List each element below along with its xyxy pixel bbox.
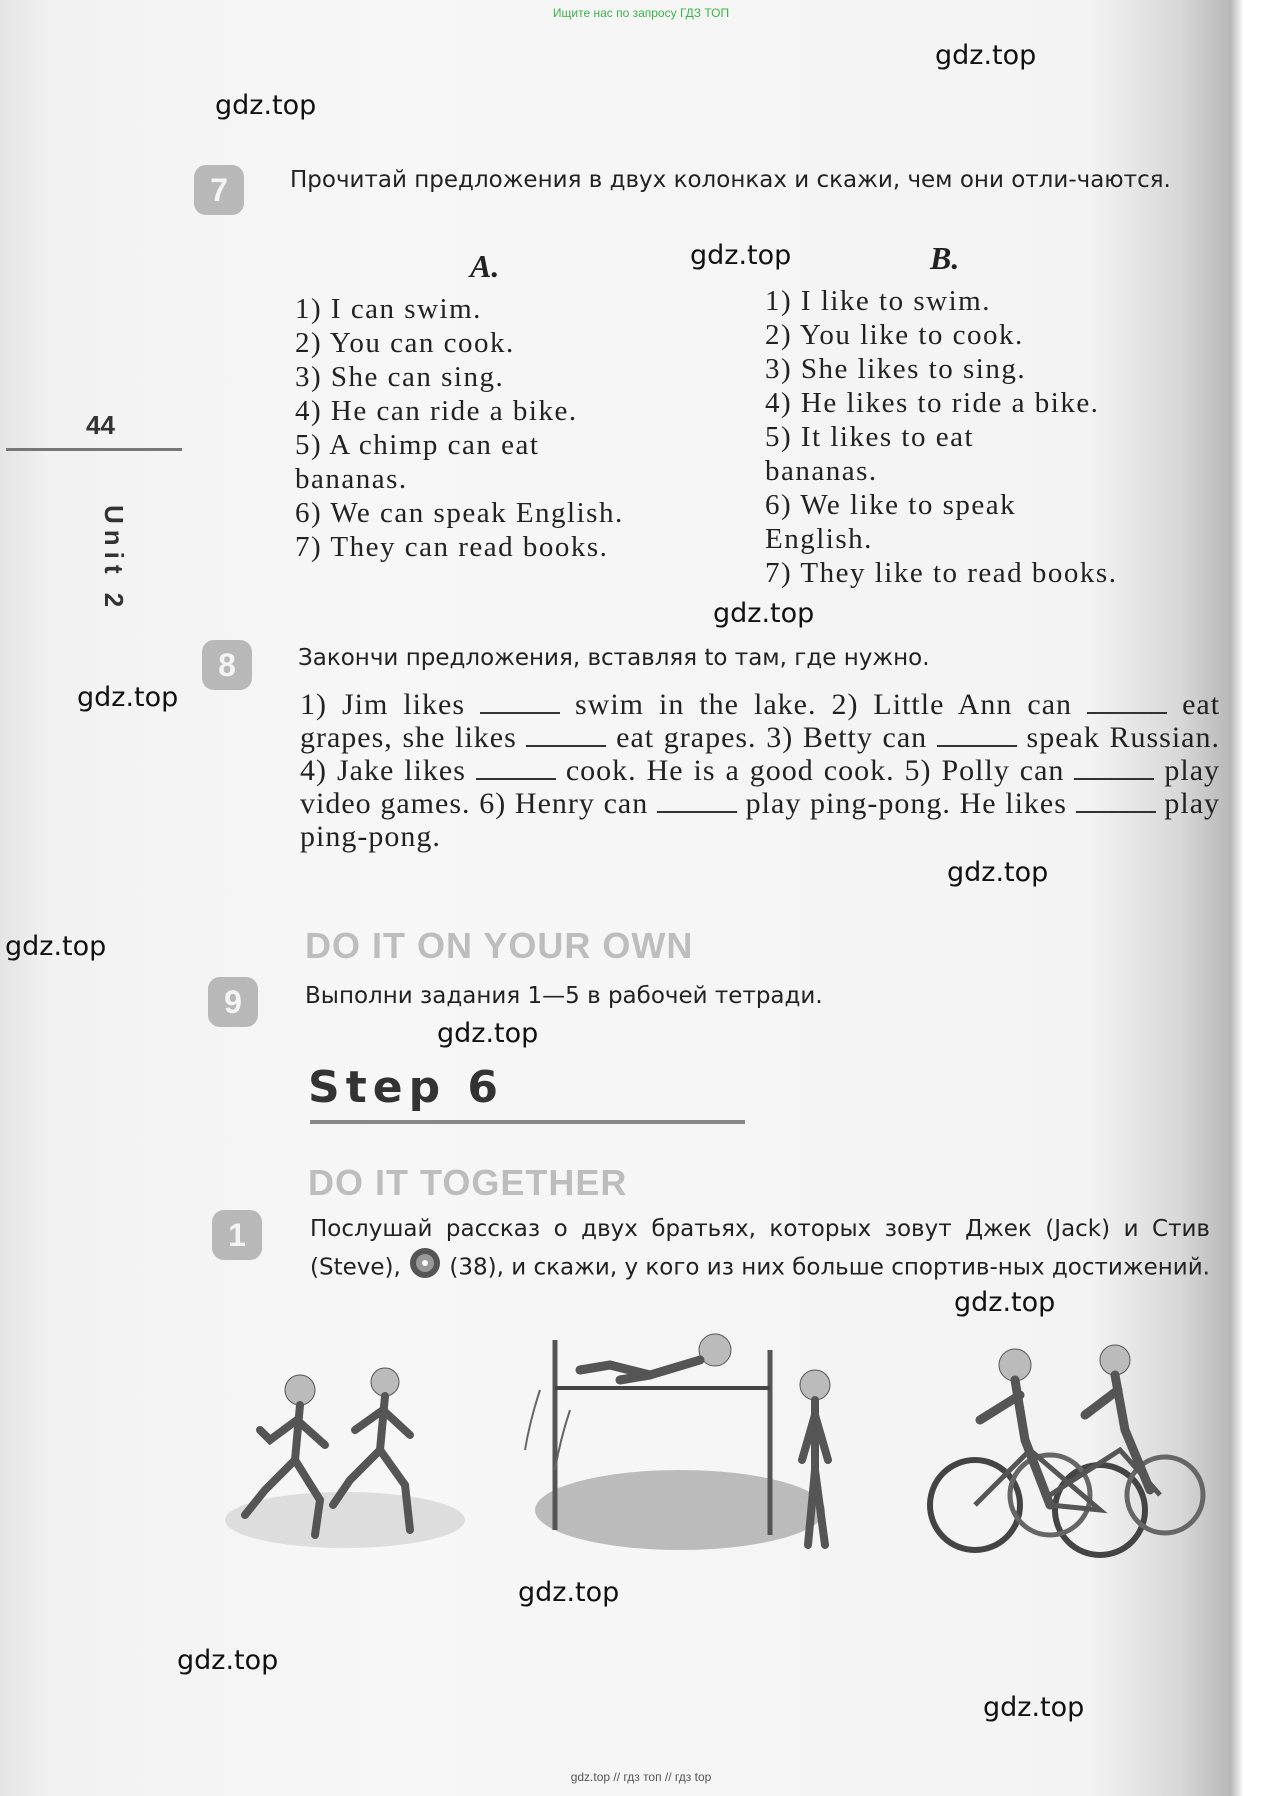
watermark: gdz.top xyxy=(215,90,317,121)
sentence-segment: swim in the lake. 2) Little Ann can xyxy=(575,688,1073,721)
column-b-list xyxy=(765,284,1205,590)
unit-label: Unit 2 xyxy=(99,505,129,614)
exercise-1-badge: 1 xyxy=(212,1210,262,1260)
section-heading-own: DO IT ON YOUR OWN xyxy=(305,925,694,966)
column-b-heading: B. xyxy=(930,240,960,276)
watermark: gdz.top xyxy=(5,931,107,962)
list-item: 5) A chimp can eat bananas. xyxy=(295,429,540,495)
exercise-7-instruction: Прочитай предложения в двух колонках и скажи, чем они отли-чаются. xyxy=(290,167,1171,193)
exercise-8-instruction: Закончи предложения, вставляя to там, где нужно. xyxy=(298,645,930,671)
sentence-segment: play video games. 6) Henry can xyxy=(300,754,1221,820)
answer-blank[interactable] xyxy=(1074,760,1154,780)
instruction-text: Послушай рассказ о двух братьях, которых зовут Джек (Jack) и Стив (Steve), xyxy=(310,1216,1210,1281)
watermark: gdz.top xyxy=(437,1018,539,1049)
list-item: 2) You can cook. xyxy=(295,327,515,359)
high-jump-illustration xyxy=(510,1320,870,1570)
list-item: 2) You like to cook. xyxy=(765,319,1024,351)
section-heading-together: DO IT TOGETHER xyxy=(308,1162,628,1203)
watermark: gdz.top xyxy=(954,1287,1056,1318)
sentence-segment: play ping-pong. xyxy=(300,787,1221,853)
watermark: gdz.top xyxy=(983,1692,1085,1723)
column-a-list xyxy=(295,292,715,564)
list-item: 3) She can sing. xyxy=(295,361,505,393)
watermark: gdz.top xyxy=(690,240,792,271)
cyclists-illustration xyxy=(920,1340,1210,1570)
cd-icon[interactable] xyxy=(408,1246,442,1290)
list-item: 1) I like to swim. xyxy=(765,285,991,317)
sentence-segment: 1) Jim likes xyxy=(300,688,465,721)
step-underline xyxy=(310,1120,745,1124)
answer-blank[interactable] xyxy=(476,760,556,780)
watermark: gdz.top xyxy=(713,598,815,629)
list-item: 3) She likes to sing. xyxy=(765,353,1027,385)
step-title: Step 6 xyxy=(308,1062,504,1113)
answer-blank[interactable] xyxy=(1076,793,1156,813)
sentence-segment: cook. He is a good cook. 5) Polly can xyxy=(565,754,1065,787)
sentence-segment: eat grapes. 3) Betty can xyxy=(616,721,928,754)
answer-blank[interactable] xyxy=(1087,694,1167,714)
exercise-1-instruction xyxy=(310,1212,1210,1290)
list-item: 4) He likes to ride a bike. xyxy=(765,387,1100,419)
watermark: gdz.top xyxy=(77,682,179,713)
list-item: 5) It likes to eat bananas. xyxy=(765,421,975,487)
watermark: gdz.top xyxy=(177,1645,279,1676)
sentence-segment: speak Russian. 4) Jake likes xyxy=(300,721,1220,787)
list-item: 4) He can ride a bike. xyxy=(295,395,578,427)
list-item: 7) They can read books. xyxy=(295,531,609,563)
instruction-text: (38), и скажи, у кого из них больше спортив-ных достижений. xyxy=(449,1254,1210,1281)
answer-blank[interactable] xyxy=(657,793,737,813)
list-item: 1) I can swim. xyxy=(295,293,482,325)
sentence-segment: eat grapes, she likes xyxy=(300,688,1221,754)
runners-illustration xyxy=(215,1360,475,1550)
column-a-heading: A. xyxy=(470,248,500,284)
list-item: 6) We can speak English. xyxy=(295,497,624,529)
answer-blank[interactable] xyxy=(937,727,1017,747)
answer-blank[interactable] xyxy=(480,694,560,714)
page-number: 44 xyxy=(86,410,115,440)
footer-links[interactable]: gdz.top // гдз топ // гдз top xyxy=(570,1770,712,1784)
exercise-9-instruction: Выполни задания 1—5 в рабочей тетради. xyxy=(305,983,823,1009)
watermark: gdz.top xyxy=(518,1577,620,1608)
exercise-8-badge: 8 xyxy=(202,640,252,690)
exercise-9-badge: 9 xyxy=(208,977,258,1027)
margin-rule xyxy=(6,448,182,451)
search-hint[interactable]: Ищите нас по запросу ГДЗ ТОП xyxy=(552,6,730,20)
list-item: 7) They like to read books. xyxy=(765,557,1118,589)
answer-blank[interactable] xyxy=(526,727,606,747)
exercise-8-text xyxy=(300,688,1220,853)
sentence-segment: play ping-pong. He likes xyxy=(745,787,1067,820)
watermark: gdz.top xyxy=(935,40,1037,71)
exercise-7-badge: 7 xyxy=(194,165,244,215)
watermark: gdz.top xyxy=(947,857,1049,888)
list-item: 6) We like to speak English. xyxy=(765,489,1017,555)
